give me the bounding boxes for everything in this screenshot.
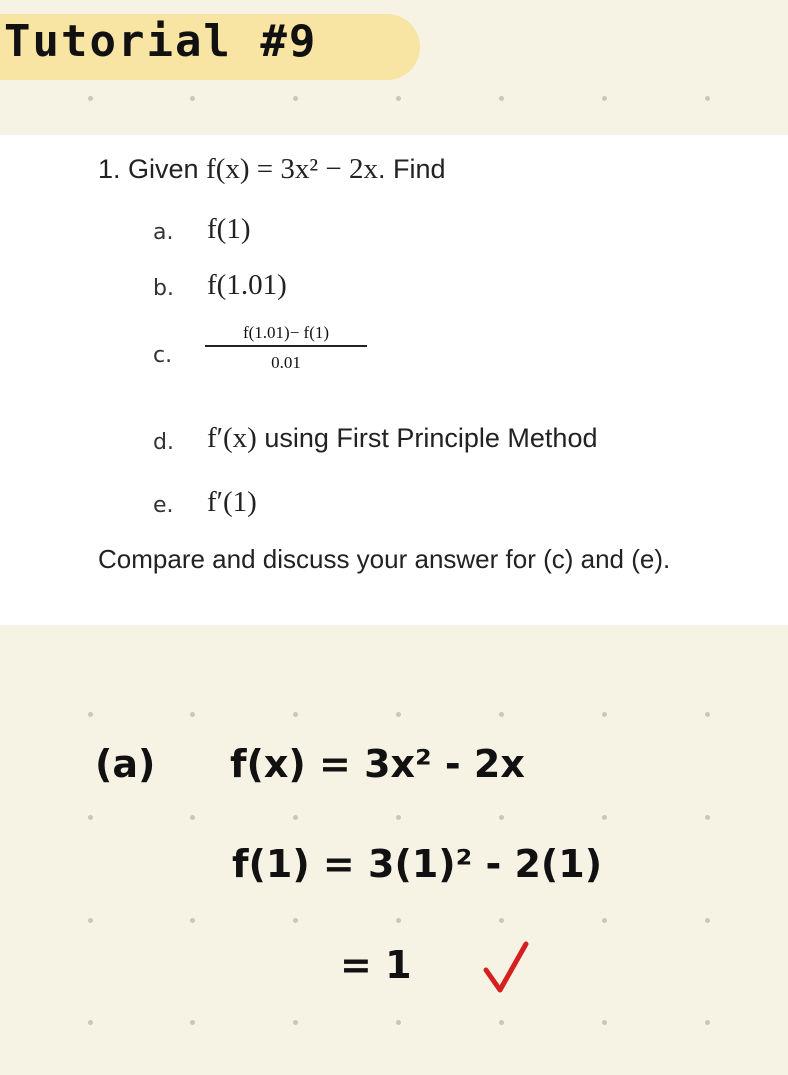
part-d-line bbox=[207, 422, 597, 455]
checkmark-icon bbox=[480, 938, 530, 998]
dot-grid-row bbox=[0, 96, 788, 106]
part-c-numerator: f(1.01)− f(1) bbox=[205, 323, 367, 347]
answer-line-1: f(x) = 3x² - 2x bbox=[230, 742, 525, 786]
part-d-math: f′(x) bbox=[207, 422, 257, 454]
question-stem-math: f(x) = 3x² − 2x bbox=[206, 153, 378, 185]
part-b-math: f(1.01) bbox=[207, 269, 287, 301]
part-d-label: d. bbox=[153, 430, 174, 455]
page-title: Tutorial #9 bbox=[4, 16, 318, 67]
answer-line-3: = 1 bbox=[340, 943, 412, 987]
part-c-denominator: 0.01 bbox=[271, 353, 301, 372]
question-stem bbox=[98, 153, 446, 186]
answer-label: (a) bbox=[95, 742, 156, 786]
part-b-label: b. bbox=[153, 276, 174, 301]
part-c-label: c. bbox=[153, 343, 173, 368]
question-stem-suffix: . Find bbox=[377, 154, 446, 184]
question-stem-prefix: 1. Given bbox=[98, 154, 199, 184]
dot-grid-row bbox=[0, 918, 788, 928]
answer-line-2: f(1) = 3(1)² - 2(1) bbox=[232, 842, 603, 886]
part-e-math: f′(1) bbox=[207, 486, 257, 518]
part-c-fraction bbox=[205, 323, 367, 373]
part-e-label: e. bbox=[153, 493, 174, 518]
part-a-math: f(1) bbox=[207, 213, 251, 245]
part-d-text: using First Principle Method bbox=[264, 423, 598, 453]
dot-grid-row bbox=[0, 712, 788, 722]
part-a-label: a. bbox=[153, 220, 174, 245]
dot-grid-row bbox=[0, 1020, 788, 1030]
dot-grid-row bbox=[0, 815, 788, 825]
question-closing: Compare and discuss your answer for (c) and (e). bbox=[98, 544, 671, 574]
